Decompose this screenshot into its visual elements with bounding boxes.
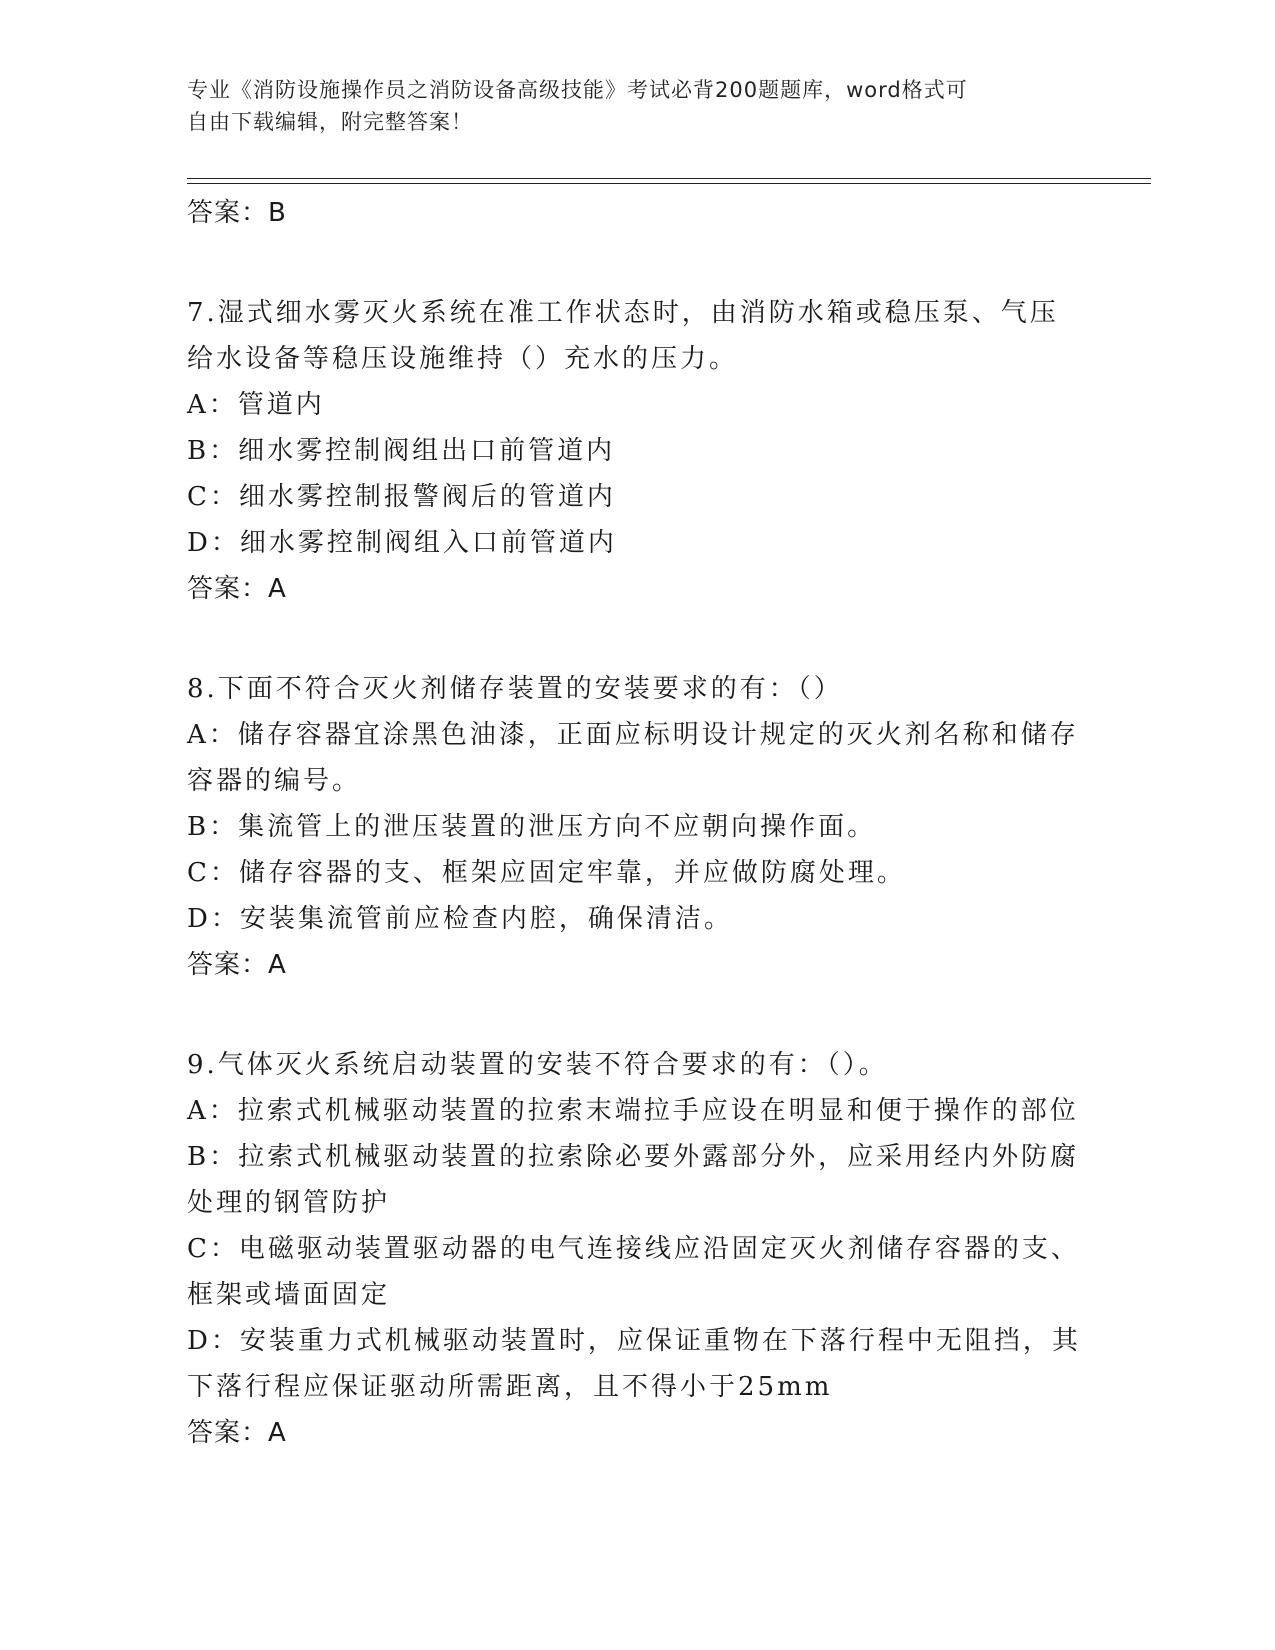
header-divider-bottom (187, 183, 1151, 184)
answer-line: 答案：A (187, 574, 287, 604)
option-c: C：储存容器的支、框架应固定牢靠，并应做防腐处理。 (187, 858, 906, 888)
option-b: B：拉索式机械驱动装置的拉索除必要外露部分外，应采用经内外防腐 (187, 1142, 1080, 1172)
option-a: A：管道内 (187, 390, 325, 420)
question-stem: 7.湿式细水雾灭火系统在准工作状态时，由消防水箱或稳压泵、气压 (187, 298, 1059, 328)
header-line-1: 专业《消防设施操作员之消防设备高级技能》考试必背200题题库，word格式可 (187, 78, 968, 102)
document-header (187, 74, 1087, 138)
answer-line: 答案：B (187, 198, 287, 228)
option-d-continued: 下落行程应保证驱动所需距离，且不得小于25mm (187, 1372, 833, 1402)
option-b: B：集流管上的泄压装置的泄压方向不应朝向操作面。 (187, 812, 877, 842)
question-stem: 8.下面不符合灭火剂储存装置的安装要求的有：（） (187, 674, 843, 704)
question-9 (187, 1042, 1087, 1456)
question-stem: 9.气体灭火系统启动装置的安装不符合要求的有：（）。 (187, 1050, 888, 1080)
option-b: B：细水雾控制阀组出口前管道内 (187, 436, 616, 466)
option-c: C：电磁驱动装置驱动器的电气连接线应沿固定灭火剂储存容器的支、 (187, 1234, 1080, 1264)
question-7 (187, 290, 1087, 612)
option-d: D：安装重力式机械驱动装置时，应保证重物在下落行程中无阻挡，其 (187, 1326, 1081, 1356)
option-d: D：安装集流管前应检查内腔，确保清洁。 (187, 904, 733, 934)
answer-line: 答案：A (187, 1418, 287, 1448)
option-a-continued: 容器的编号。 (187, 766, 362, 796)
header-divider-top (187, 178, 1151, 179)
option-c-continued: 框架或墙面固定 (187, 1280, 391, 1310)
option-a: A：拉索式机械驱动装置的拉索末端拉手应设在明显和便于操作的部位 (187, 1096, 1079, 1126)
option-b-continued: 处理的钢管防护 (187, 1188, 391, 1218)
option-d: D：细水雾控制阀组入口前管道内 (187, 528, 617, 558)
document-body (187, 190, 1087, 1456)
header-line-2: 自由下载编辑，附完整答案！ (187, 110, 473, 134)
option-c: C：细水雾控制报警阀后的管道内 (187, 482, 616, 512)
question-stem: 给水设备等稳压设施维持（）充水的压力。 (187, 344, 739, 374)
answer-line: 答案：A (187, 950, 287, 980)
question-8 (187, 666, 1087, 988)
option-a: A：储存容器宜涂黑色油漆，正面应标明设计规定的灭火剂名称和储存 (187, 720, 1079, 750)
